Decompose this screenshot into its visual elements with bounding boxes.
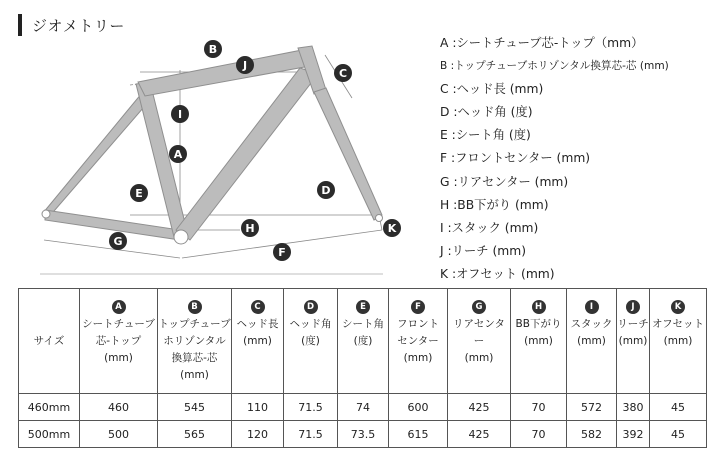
badge-b xyxy=(204,40,222,58)
front-dropout xyxy=(376,215,383,222)
badge-h xyxy=(241,219,259,237)
svg-text:J: J xyxy=(242,59,248,72)
svg-text:E: E xyxy=(135,187,143,200)
legend-item-e: E :シート角 (度) xyxy=(440,128,531,143)
table-cell: 615 xyxy=(389,421,448,448)
table-cell: 45 xyxy=(650,421,707,448)
table-cell: 73.5 xyxy=(338,421,389,448)
badge-k xyxy=(383,219,401,237)
table-cell-size: 500mm xyxy=(19,421,80,448)
table-header-d: D ヘッド角 (度) xyxy=(284,289,338,394)
legend-item-a: A :シートチューブ芯-トップ（mm） xyxy=(440,36,644,50)
table-header-a: A シートチューブ 芯-トップ (mm) xyxy=(80,289,158,394)
badge-g xyxy=(109,232,127,250)
table-cell: 110 xyxy=(232,394,284,421)
table-header-h: H BB下がり (mm) xyxy=(511,289,567,394)
svg-text:I: I xyxy=(177,108,183,121)
table-header-b: B トップチューブ ホリゾンタル 換算芯-芯 (mm) xyxy=(158,289,232,394)
table-cell: 392 xyxy=(617,421,650,448)
badge-c xyxy=(334,64,352,82)
table-header-k: K オフセット (mm) xyxy=(650,289,707,394)
legend-item-c: C :ヘッド長 (mm) xyxy=(440,82,544,97)
table-cell: 425 xyxy=(448,394,511,421)
table-cell: 71.5 xyxy=(284,421,338,448)
svg-text:H: H xyxy=(245,222,255,235)
down-tube xyxy=(173,68,318,240)
table-header-row xyxy=(19,289,707,394)
table-header-g: G リアセンター (mm) xyxy=(448,289,511,394)
table-cell: 572 xyxy=(567,394,617,421)
table-cell-size: 460mm xyxy=(19,394,80,421)
badge-f xyxy=(273,243,291,261)
badge-a xyxy=(169,145,187,163)
bicycle-frame xyxy=(42,46,383,244)
geometry-table xyxy=(18,288,707,448)
legend-item-g: G :リアセンター (mm) xyxy=(440,174,569,189)
legend-item-f: F :フロントセンター (mm) xyxy=(440,151,591,166)
legend-item-d: D :ヘッド角 (度) xyxy=(440,105,533,120)
table-header-f: F フロント センター (mm) xyxy=(389,289,448,394)
table-row xyxy=(19,394,707,421)
svg-text:G: G xyxy=(113,235,123,248)
table-header-size: サイズ xyxy=(19,289,80,394)
table-cell: 70 xyxy=(511,394,567,421)
table-cell: 500 xyxy=(80,421,158,448)
legend-item-j: J :リーチ (mm) xyxy=(440,243,527,258)
table-header-c: C ヘッド長 (mm) xyxy=(232,289,284,394)
table-cell: 45 xyxy=(650,394,707,421)
table-header-i: I スタック (mm) xyxy=(567,289,617,394)
table-cell: 74 xyxy=(338,394,389,421)
table-cell: 582 xyxy=(567,421,617,448)
rear-dropout xyxy=(42,210,50,218)
badge-i xyxy=(171,105,189,123)
table-cell: 425 xyxy=(448,421,511,448)
table-cell: 565 xyxy=(158,421,232,448)
table-cell: 380 xyxy=(617,394,650,421)
svg-text:K: K xyxy=(387,222,397,235)
table-cell: 600 xyxy=(389,394,448,421)
legend-item-i: I :スタック (mm) xyxy=(440,220,539,235)
svg-text:A: A xyxy=(173,148,183,161)
table-cell: 71.5 xyxy=(284,394,338,421)
table-header-e: E シート角 (度) xyxy=(338,289,389,394)
bottom-bracket xyxy=(174,230,188,244)
svg-text:D: D xyxy=(321,184,331,197)
badge-j xyxy=(236,56,254,74)
legend-item-k: K :オフセット (mm) xyxy=(440,266,555,281)
frame-geometry-diagram xyxy=(0,30,420,280)
svg-text:B: B xyxy=(208,43,218,56)
legend-item-b: B :トップチューブホリゾンタル換算芯-芯 (mm) xyxy=(440,60,669,73)
table-cell: 70 xyxy=(511,421,567,448)
table-cell: 120 xyxy=(232,421,284,448)
svg-text:F: F xyxy=(278,246,286,259)
fork xyxy=(314,88,382,220)
table-row xyxy=(19,421,707,448)
table-header-j: J リーチ (mm) xyxy=(617,289,650,394)
legend-item-h: H :BB下がり (mm) xyxy=(440,197,549,212)
dimension-legend xyxy=(440,32,669,286)
table-cell: 460 xyxy=(80,394,158,421)
badge-e xyxy=(130,184,148,202)
section-title: ジオメトリー xyxy=(32,16,125,35)
badge-d xyxy=(317,181,335,199)
table-cell: 545 xyxy=(158,394,232,421)
svg-text:C: C xyxy=(338,67,348,80)
